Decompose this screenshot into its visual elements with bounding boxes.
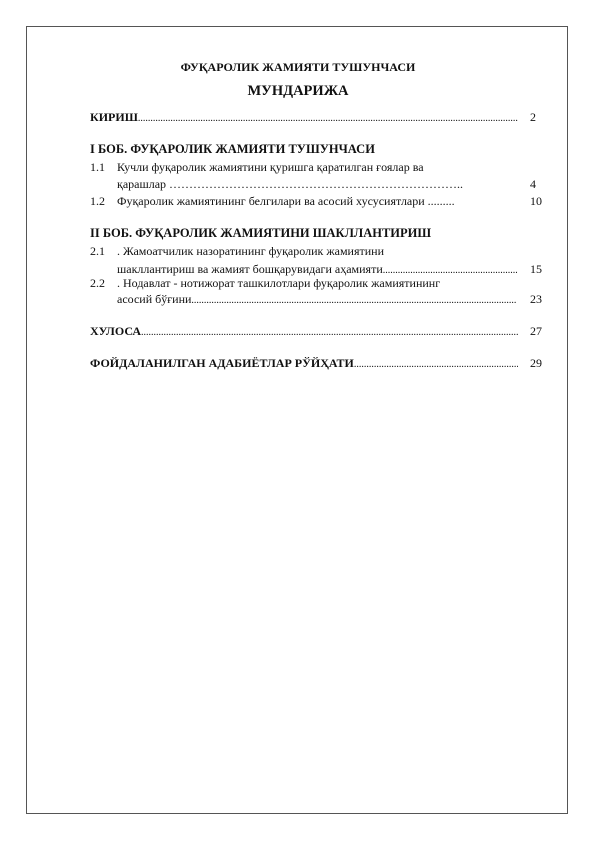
- toc-title: МУНДАРИЖА: [247, 83, 349, 99]
- toc-entry-label: . Нодавлат - нотижорат ташкилотлари фуқаролик жамиятининг: [117, 276, 441, 290]
- leader-dots: [141, 324, 518, 340]
- leader-dots: [138, 110, 518, 126]
- leader-dots: [354, 356, 518, 372]
- section-number: 2.2: [90, 276, 105, 290]
- toc-entry-label-cont: шакллантириш ва жамият бошқарувидаги аҳамияти: [117, 262, 383, 276]
- chapter-heading-1[interactable]: I БОБ. ФУҚАРОЛИК ЖАМИЯТИ ТУШУНЧАСИ: [90, 142, 375, 156]
- toc-entry-label: Кучли фуқаролик жамиятини қуришга қаратилган ғоялар ва: [117, 160, 424, 174]
- toc-entry-label: КИРИШ: [90, 110, 138, 124]
- leader-dots: [191, 292, 517, 308]
- toc-page-number: 4: [530, 177, 536, 191]
- section-number: 2.1: [90, 244, 105, 258]
- toc-page-number: 23: [530, 292, 542, 306]
- toc-page-number: 27: [530, 324, 542, 338]
- toc-page-number: 15: [530, 262, 542, 276]
- section-number: 1.1: [90, 160, 105, 174]
- document-header: ФУҚАРОЛИК ЖАМИЯТИ ТУШУНЧАСИ: [180, 60, 416, 74]
- section-number: 1.2: [90, 194, 105, 208]
- toc-page-number: 29: [530, 356, 542, 370]
- toc-entry-label: . Жамоатчилик назоратининг фуқаролик жамиятини: [117, 244, 384, 258]
- toc-entry-label: ФОЙДАЛАНИЛГАН АДАБИЁТЛАР РЎЙҲАТИ: [90, 356, 354, 370]
- toc-entry-label: Фуқаролик жамиятининг белгилари ва асосий хусусиятлари .........: [117, 194, 455, 208]
- toc-page-number: 2: [530, 110, 536, 124]
- toc-entry-label-cont: қарашлар ………………………………………………………………..: [117, 177, 464, 191]
- chapter-heading-2[interactable]: II БОБ. ФУҚАРОЛИК ЖАМИЯТИНИ ШАКЛЛАНТИРИШ: [90, 226, 432, 240]
- toc-page-number: 10: [530, 194, 542, 208]
- toc-entry-label: ХУЛОСА: [90, 324, 142, 338]
- toc-entry-label-cont: асосий бўғини: [117, 292, 192, 306]
